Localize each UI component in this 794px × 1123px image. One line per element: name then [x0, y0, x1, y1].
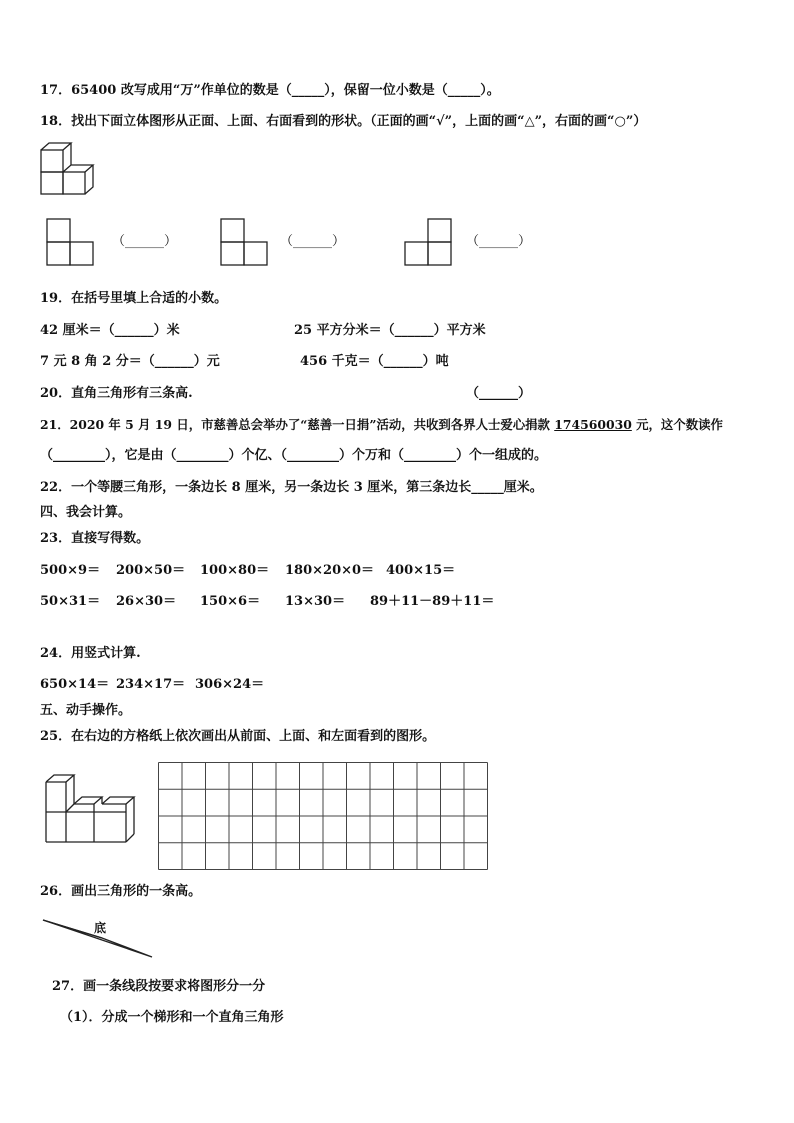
- question-22: 22．一个等腰三角形，一条边长 8 厘米，另一条边长 3 厘米，第三条边长_____厘米。: [40, 480, 543, 495]
- q18-view-2: [220, 218, 268, 266]
- question-17: 17．65400 改写成用“万”作单位的数是（_____），保留一位小数是（_____）。: [40, 83, 500, 98]
- question-18: 18．找出下面立体图形从正面、上面、右面看到的形状。（正面的画“√”，上面的画“△”，右面的画“○”）: [40, 114, 647, 129]
- question-23: 23．直接写得数。: [40, 531, 150, 546]
- q24-item-3: 306×24＝: [195, 677, 265, 692]
- question-20: 20．直角三角形有三条高.: [40, 386, 193, 401]
- q24-item-2: 234×17＝: [116, 677, 186, 692]
- q18-blank-3[interactable]: （______）: [466, 234, 532, 249]
- question-19: 19．在括号里填上合适的小数。: [40, 291, 228, 306]
- q23-r1-c4: 180×20×0＝: [285, 563, 375, 578]
- q18-cube-figure: [38, 140, 102, 196]
- q23-r1-c1: 500×9＝: [40, 563, 101, 578]
- q23-r1-c5: 400×15＝: [386, 563, 456, 578]
- q20-blank[interactable]: （______）: [466, 386, 532, 401]
- question-21: [40, 417, 723, 433]
- q23-r2-c2: 26×30＝: [116, 594, 177, 609]
- q26-base-label: 底: [94, 921, 107, 935]
- q18-view-3: [404, 218, 452, 266]
- q21-text-a: 21．2020 年 5 月 19 日，市慈善总会举办了“慈善一日捐”活动，共收到各界人士爱心捐款: [40, 417, 555, 432]
- q27-sub-1: （1）．分成一个梯形和一个直角三角形: [60, 1010, 284, 1025]
- question-24: 24．用竖式计算.: [40, 646, 141, 661]
- question-25: 25．在右边的方格纸上依次画出从前面、上面、和左面看到的图形。: [40, 729, 436, 744]
- q25-grid-paper[interactable]: [158, 762, 488, 870]
- q21-line-2: （________），它是由（________）个亿、（________）个万和（________）个一组成的。: [40, 448, 548, 463]
- q24-item-1: 650×14＝: [40, 677, 110, 692]
- question-27: 27．画一条线段按要求将图形分一分: [52, 979, 266, 994]
- q19-item-2: 25 平方分米＝（______）平方米: [294, 323, 486, 338]
- q23-r2-c3: 150×6＝: [200, 594, 261, 609]
- q19-item-3: 7 元 8 角 2 分＝（______）元: [40, 354, 220, 369]
- q23-r2-c4: 13×30＝: [285, 594, 346, 609]
- q19-item-4: 456 千克＝（______）吨: [300, 354, 449, 369]
- q25-cube-figure: [40, 770, 140, 846]
- q18-blank-1[interactable]: （______）: [112, 234, 178, 249]
- section-4-heading: 四、我会计算。: [40, 505, 132, 520]
- question-26: 26．画出三角形的一条高。: [40, 884, 202, 899]
- q21-number: 174560030: [554, 417, 632, 432]
- q19-item-1: 42 厘米＝（______）米: [40, 323, 180, 338]
- q21-text-b: 元，这个数读作: [631, 417, 723, 432]
- q18-blank-2[interactable]: （______）: [280, 234, 346, 249]
- q23-r2-c1: 50×31＝: [40, 594, 101, 609]
- q23-r2-c5: 89＋11－89＋11＝: [370, 594, 495, 609]
- q18-view-1: [46, 218, 94, 266]
- q23-r1-c3: 100×80＝: [200, 563, 270, 578]
- q23-r1-c2: 200×50＝: [116, 563, 186, 578]
- section-5-heading: 五、动手操作。: [40, 703, 132, 718]
